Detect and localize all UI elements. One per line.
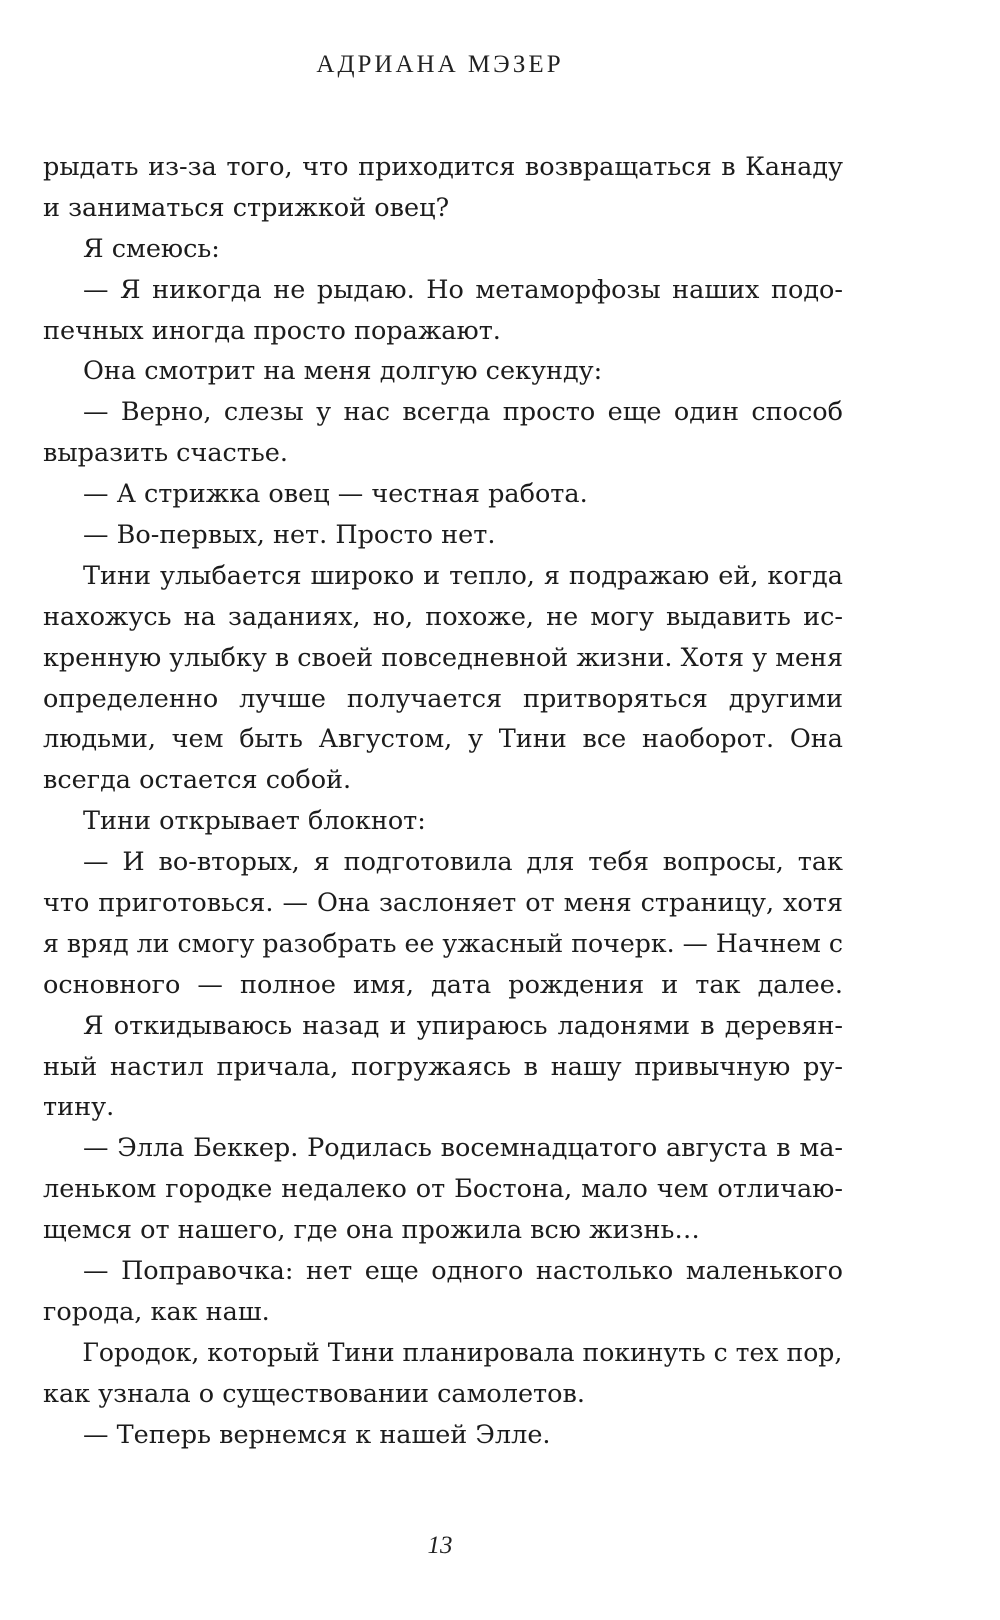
text-line: — И во-вторых, я подготовила для тебя вопросы, так <box>83 847 843 878</box>
text-line: рыдать из-за того, что приходится возвращаться в Канаду <box>43 152 844 182</box>
text-line: как узнала о существовании самолетов. <box>43 1378 585 1409</box>
text-line: леньком городке недалеко от Бостона, мало чем отличаю- <box>43 1174 843 1205</box>
text-line: — А стрижка овец — честная работа. <box>83 479 588 510</box>
text-line: определенно лучше получается притворяться другими <box>43 683 844 714</box>
text-line: и заниматься стрижкой овец? <box>43 192 450 223</box>
text-line: Я откидываюсь назад и упираюсь ладонями в деревян- <box>83 1010 844 1041</box>
running-header-author: АДРИАНА МЭЗЕР <box>316 51 564 78</box>
text-line: — Элла Беккер. Родилась восемнадцатого августа в ма- <box>83 1133 844 1164</box>
text-line: тину. <box>43 1092 115 1123</box>
text-line: Тини открывает блокнот: <box>83 806 426 837</box>
text-line: Городок, который Тини планировала покинуть с тех пор, <box>82 1337 843 1368</box>
page-body-text <box>43 147 843 1456</box>
text-line: — Теперь вернемся к нашей Элле. <box>83 1419 551 1450</box>
text-line: что приготовься. — Она заслоняет от меня страницу, хотя <box>43 888 843 919</box>
text-line: печных иногда просто поражают. <box>43 315 501 346</box>
text-line: — Поправочка: нет еще одного настолько маленького <box>83 1256 844 1287</box>
text-line: основного — полное имя, дата рождения и так далее. <box>43 969 843 1000</box>
text-line: города, как наш. <box>43 1296 270 1327</box>
text-line: Тини улыбается широко и тепло, я подражаю ей, когда <box>83 560 843 591</box>
text-line: людьми, чем быть Августом, у Тини все наоборот. Она <box>43 724 843 755</box>
text-line: Я смеюсь: <box>83 233 220 264</box>
text-line: — Я никогда не рыдаю. Но метаморфозы наших подо- <box>83 274 843 305</box>
text-line: я вряд ли смогу разобрать ее ужасный почерк. — Начнем с <box>43 928 844 959</box>
text-line: ный настил причала, погружаясь в нашу привычную ру- <box>43 1051 844 1082</box>
text-line: всегда остается собой. <box>43 765 352 796</box>
text-line: — Во-первых, нет. Просто нет. <box>83 520 496 551</box>
text-line: Она смотрит на меня долгую секунду: <box>83 356 603 387</box>
text-line: нахожусь на заданиях, но, похоже, не могу выдавить ис- <box>43 601 843 632</box>
text-line: кренную улыбку в своей повседневной жизни. Хотя у меня <box>43 642 844 673</box>
text-line: щемся от нашего, где она прожила всю жизнь… <box>43 1215 700 1246</box>
page-number: 13 <box>427 1532 453 1559</box>
text-line: — Верно, слезы у нас всегда просто еще один способ <box>83 397 843 428</box>
text-line: выразить счастье. <box>43 438 288 469</box>
